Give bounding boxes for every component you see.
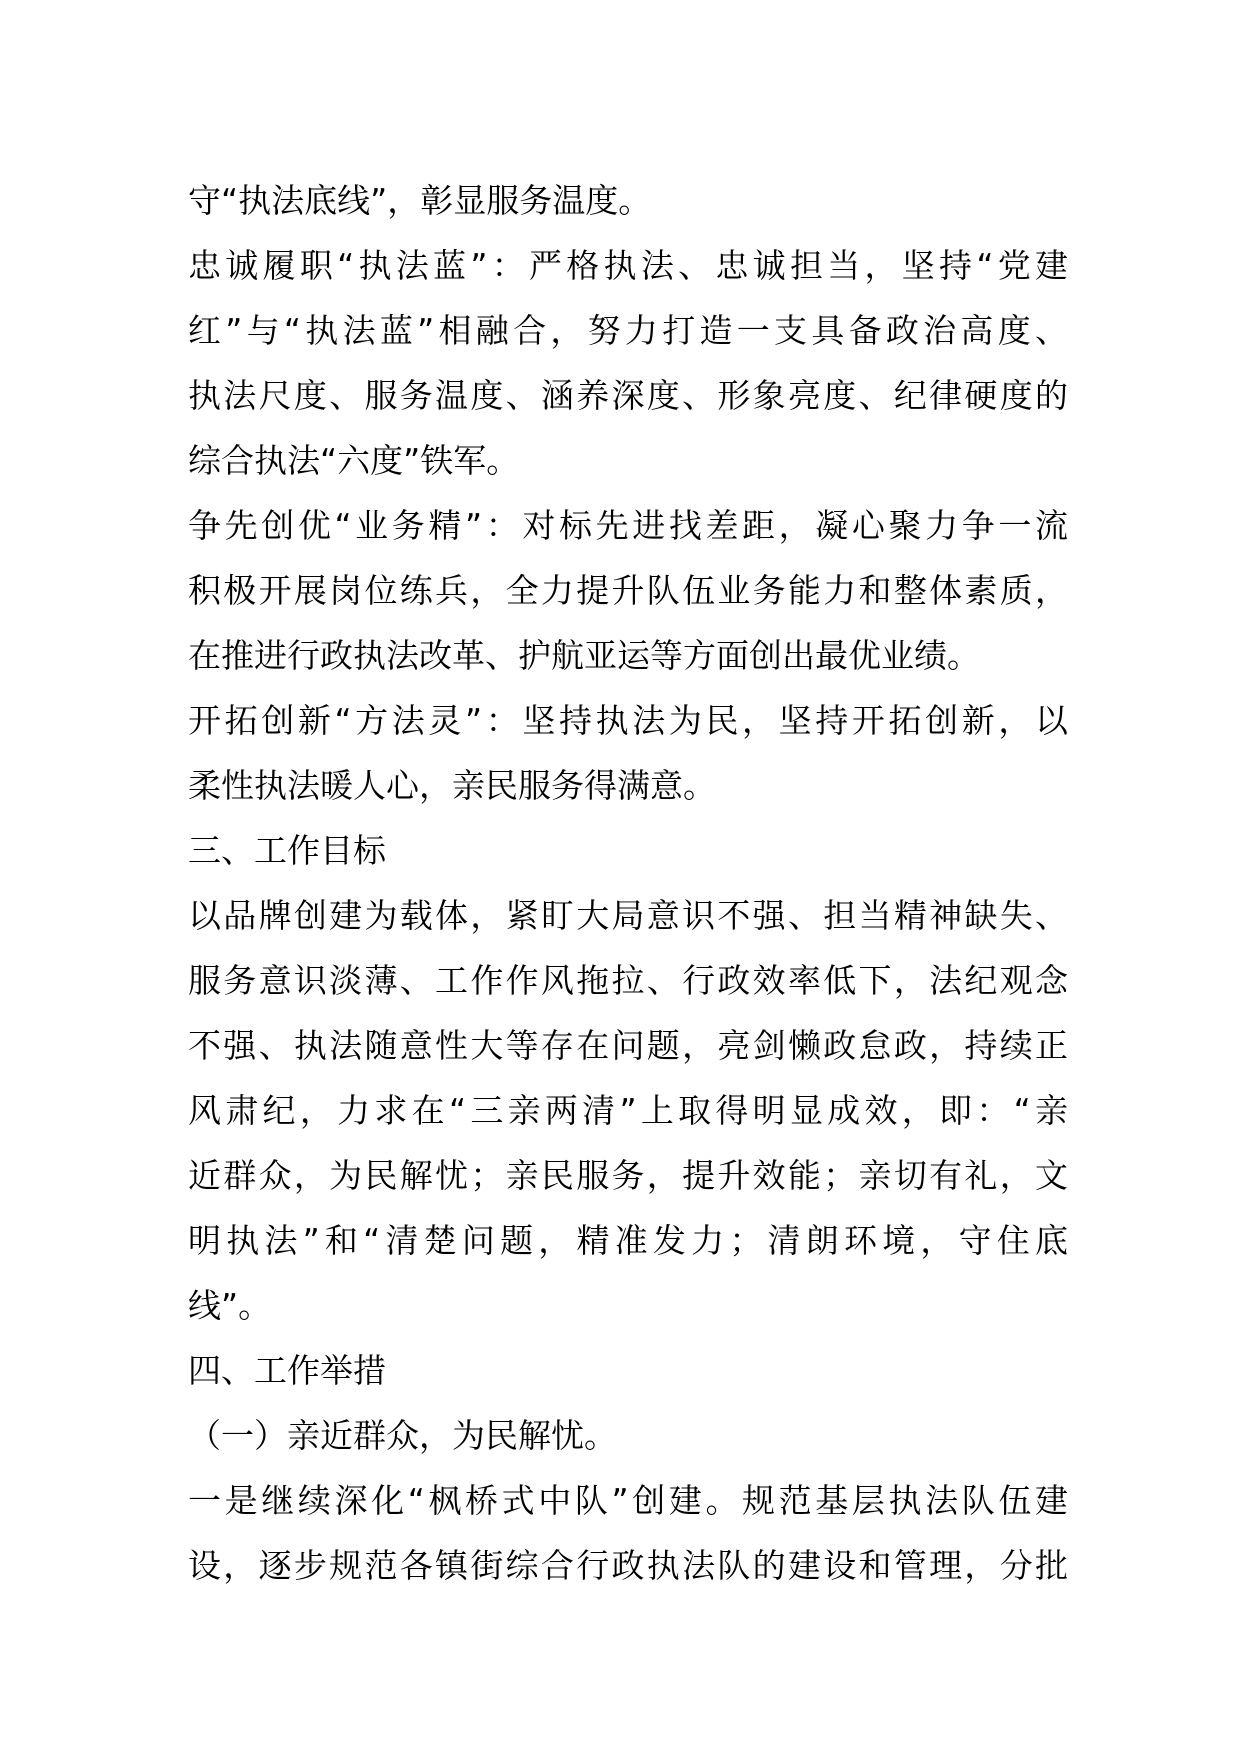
text-line: 红”与“执法蓝”相融合，努力打造一支具备政治高度、 [188, 311, 1068, 350]
text-line: 守“执法底线”，彰显服务温度。 [188, 181, 652, 220]
text-line: 以品牌创建为载体，紧盯大局意识不强、担当精神缺失、 [188, 896, 1068, 935]
text-line: 争先创优“业务精”：对标先进找差距，凝心聚力争一流 [188, 506, 1068, 545]
text-line: 柔性执法暖人心，亲民服务得满意。 [188, 766, 716, 805]
text-line: 忠诚履职“执法蓝”：严格执法、忠诚担当，坚持“党建 [188, 246, 1068, 285]
text-line: 明执法”和“清楚问题，精准发力；清朗环境，守住底 [188, 1221, 1068, 1260]
text-line: 近群众，为民解忧；亲民服务，提升效能；亲切有礼，文 [188, 1156, 1068, 1195]
text-line: 设，逐步规范各镇街综合行政执法队的建设和管理，分批 [188, 1546, 1068, 1585]
text-line: 积极开展岗位练兵，全力提升队伍业务能力和整体素质， [188, 571, 1068, 610]
text-line: 服务意识淡薄、工作作风拖拉、行政效率低下，法纪观念 [188, 961, 1068, 1000]
subsection-heading: （一）亲近群众，为民解忧。 [188, 1416, 617, 1455]
document-body [188, 168, 1068, 1598]
text-line: 综合执法“六度”铁军。 [188, 441, 520, 480]
text-line: 线”。 [188, 1286, 272, 1325]
section-heading: 四、工作举措 [188, 1351, 386, 1390]
text-line: 执法尺度、服务温度、涵养深度、形象亮度、纪律硬度的 [188, 376, 1068, 415]
text-line: 开拓创新“方法灵”：坚持执法为民，坚持开拓创新，以 [188, 701, 1068, 740]
text-line: 不强、执法随意性大等存在问题，亮剑懒政怠政，持续正 [188, 1026, 1068, 1065]
text-line: 在推进行政执法改革、护航亚运等方面创出最优业绩。 [188, 636, 980, 675]
text-line: 风肃纪，力求在“三亲两清”上取得明显成效，即：“亲 [188, 1091, 1068, 1130]
section-heading: 三、工作目标 [188, 831, 386, 870]
text-line: 一是继续深化“枫桥式中队”创建。规范基层执法队伍建 [188, 1481, 1068, 1520]
